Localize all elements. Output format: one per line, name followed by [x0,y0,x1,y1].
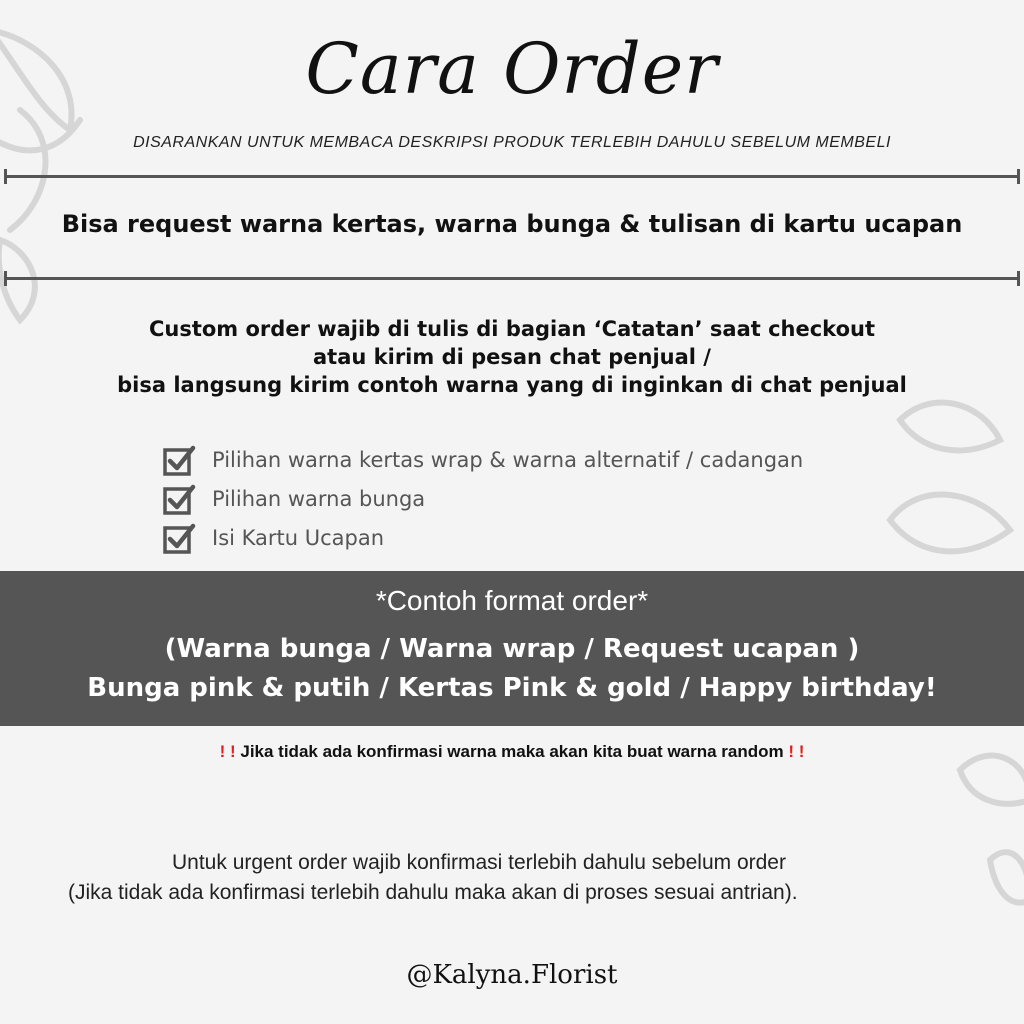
checkbox-checked-icon [162,443,196,477]
divider-top [4,175,1020,178]
urgent-note-line: Untuk urgent order wajib konfirmasi terlebih dahulu sebelum order [172,851,786,874]
request-headline: Bisa request warna kertas, warna bunga & tulisan di kartu ucapan [61,210,963,238]
checklist-item-label: Pilihan warna kertas wrap & warna alternatif / cadangan [212,447,804,472]
custom-note-line: atau kirim di pesan chat penjual / [313,345,711,369]
urgent-order-note [0,848,1024,908]
banner-title: *Contoh format order* [375,585,649,616]
social-handle: @Kalyna.Florist [406,960,618,990]
checklist-item [162,479,803,518]
page-subtitle: DISARANKAN UNTUK MEMBACA DESKRIPSI PRODUK TERLEBIH DAHULU SEBELUM MEMBELI [133,134,891,151]
warning-exclamation: ! ! [788,742,805,761]
custom-order-note [0,315,1024,399]
checklist-item-label: Isi Kartu Ucapan [212,525,385,550]
checklist-item [162,518,803,557]
checklist-item-label: Pilihan warna bunga [212,486,426,511]
warning-note [0,742,1024,762]
custom-note-line: Custom order wajib di tulis di bagian ‘Catatan’ saat checkout [148,317,876,341]
custom-note-line: bisa langsung kirim contoh warna yang di inginkan di chat penjual [117,373,907,397]
checklist [162,440,803,557]
banner-example-line: Bunga pink & putih / Kertas Pink & gold / Happy birthday! [87,673,937,703]
checkbox-checked-icon [162,482,196,516]
warning-exclamation: ! ! [219,742,236,761]
warning-text: Jika tidak ada konfirmasi warna maka akan kita buat warna random [235,742,789,761]
checkbox-checked-icon [162,521,196,555]
banner-format-line: (Warna bunga / Warna wrap / Request ucapan ) [164,634,860,664]
checklist-item [162,440,803,479]
format-example-banner [0,571,1024,726]
divider-bottom [4,277,1020,280]
urgent-note-line: (Jika tidak ada konfirmasi terlebih dahulu maka akan di proses sesuai antrian). [68,881,798,904]
page-title: Cara Order [305,28,719,110]
